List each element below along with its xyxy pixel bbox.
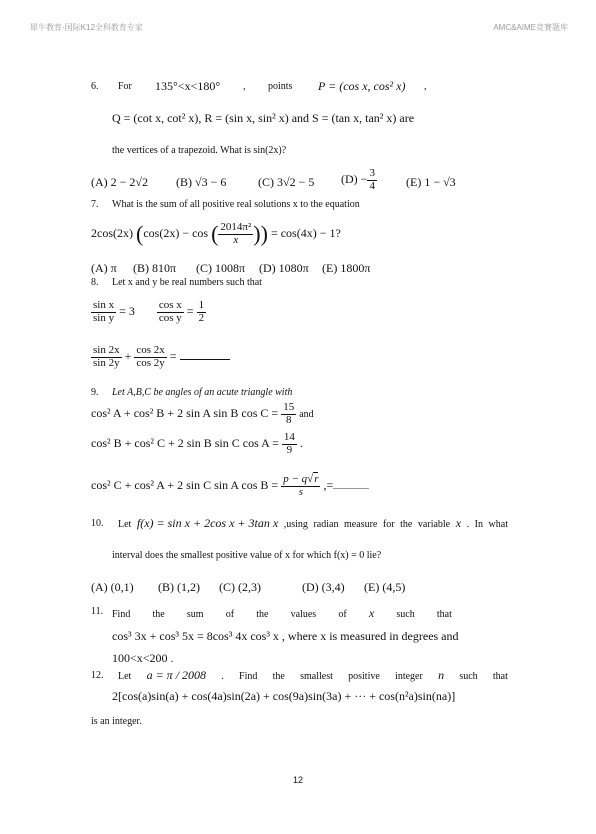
p8-number: 8. [91,277,99,288]
p8-eq1: = 3 [119,303,135,318]
p10-choice-e: (E) (4,5) [364,580,406,594]
page-number: 12 [292,775,303,785]
p8-g1-num: sin 2x [93,344,120,356]
p12-line-3: is an integer. [91,716,142,727]
p6-number: 6. [91,81,99,92]
p7-choice-a: (A) π [91,261,117,275]
p12-line-1: Let a = π / 2008 . Find the smallest positive integer n such that [118,668,508,682]
p7-eq-b: cos(2x) − cos [143,225,209,240]
p9-answer-blank [333,488,369,489]
p8-answer-blank [180,359,230,360]
p12-line-2: 2[cos(a)sin(a) + cos(4a)sin(2a) + cos(9a)sin(3a) + ··· + cos(n²a)sin(na)] [112,689,456,703]
p11-line-1: Find the sum of the values of x such that [112,606,452,620]
p7-text: What is the sum of all positive real solutions x to the equation [112,199,360,210]
p9-text: Let A,B,C be angles of an acute triangle with [112,387,293,398]
header-left: 犀牛教育·国际K12全科教育专家 [30,23,143,32]
p9-line-3: cos² C + cos² A + 2 sin C sin A cos B = $\frac{p - q√r}{s}$ ,= [91,474,369,498]
p8-g2-den: cos 2y [136,356,165,369]
p9-l2-end: . [299,435,303,450]
p6-for: For [118,81,132,92]
p9-l2-text: cos² B + cos² C + 2 sin B sin C cos A = [91,435,279,450]
p7-choice-d: (D) 1080π [259,261,309,275]
p10-number: 10. [91,518,104,529]
p8-f2-den: cos y [158,311,182,324]
p6-points: points [268,81,293,92]
p9-l1-den: 8 [285,413,292,426]
p7-equation: 2cos(2x) (cos(2x) − cos ( $\frac{\text{2014π²}}{x}$ )) = cos(4x) − 1? [91,221,341,247]
p8-f3-den: 2 [198,311,205,324]
p6-line-2: Q = (cot x, cot² x), R = (sin x, sin² x) and S = (tan x, tan² x) are [112,111,415,125]
p6-choice-e: (E) 1 − √3 [406,175,456,189]
p7-choice-e: (E) 1800π [322,261,371,275]
p6-choice-b: (B) √3 − 6 [176,175,227,189]
p6-choice-d [341,168,377,192]
p8-g1-den: sin 2y [93,356,120,369]
p8-g2-num: cos 2x [136,344,165,356]
p10-choice-c: (C) (2,3) [219,580,261,594]
p8-question [91,345,230,369]
p8-f1-num: sin x [93,299,115,311]
header-right: AMC&AIME竞赛题库 [493,23,568,32]
p6-choice-d-prefix: (D) − [341,171,368,186]
p7-number: 7. [91,199,99,210]
p6-choice-a: (A) 2 − 2√2 [91,175,149,189]
p9-l3-num-a: p − q [283,473,308,485]
p9-l3-text: cos² C + cos² A + 2 sin C sin A cos B = [91,477,279,492]
p7-eq-c: = cos(4x) − 1? [270,225,341,240]
p6-choice-c: (C) 3√2 − 5 [258,175,315,189]
p9-l3-num-b: r [314,473,319,485]
p10-choice-a: (A) (0,1) [91,580,134,594]
p9-l1-text: cos² A + cos² B + 2 sin A sin B cos C = [91,405,279,420]
p6-comma: , [243,81,246,92]
p7-frac-den: x [233,233,239,246]
p9-line-1 [91,402,314,426]
p8-plus: + [124,348,132,363]
p9-l1-end: and [299,408,314,420]
p9-l3-den: s [298,485,303,498]
p7-eq-a: 2cos(2x) [91,225,133,240]
p8-text: Let x and y be real numbers such that [112,277,262,288]
p6-line-3: the vertices of a trapezoid. What is sin(2x)? [112,145,287,156]
p10-function: f(x) = sin x + 2cos x + 3tan x [136,516,279,530]
p8-given [91,300,206,324]
p10-line-2: interval does the smallest positive value of x for which f(x) = 0 lie? [112,550,382,561]
p11-line-2: cos³ 3x + cos³ 5x = 8cos³ 4x cos³ x , where x is measured in degrees and [112,629,459,643]
p10-choice-d: (D) (3,4) [302,580,345,594]
p11-line-3: 100<x<200 . [112,651,174,665]
p8-eq3: = [169,348,177,363]
p6-comma-2: , [424,81,427,92]
p8-f3-num: 1 [198,299,205,311]
p9-l2-num: 14 [283,431,295,443]
p8-f2-num: cos x [158,299,182,311]
p8-eq2: = [186,303,194,318]
p7-choice-c: (C) 1008π [196,261,246,275]
p8-f1-den: sin y [93,311,115,324]
p12-a-def: a = π / 2008 [146,668,207,682]
p12-number: 12. [91,670,104,681]
p9-l1-num: 15 [283,401,295,413]
p9-line-2 [91,432,303,456]
p9-l3-end: ,= [323,477,334,492]
p10-choice-b: (B) (1,2) [158,580,200,594]
p9-number: 9. [91,387,99,398]
p7-frac-num: 2014π² [220,221,252,233]
p6-choice-d-num: 3 [369,167,375,179]
p9-l2-den: 9 [286,443,293,456]
p7-choice-b: (B) 810π [133,261,177,275]
p6-choice-d-den: 4 [369,179,375,192]
p6-point-p: P = (cos x, cos² x) [318,79,406,93]
p10-line-1: Let f(x) = sin x + 2cos x + 3tan x ,using radian measure for the variable x . In what [118,516,508,530]
p6-range: 135°<x<180° [155,79,221,93]
p11-number: 11. [91,606,104,617]
